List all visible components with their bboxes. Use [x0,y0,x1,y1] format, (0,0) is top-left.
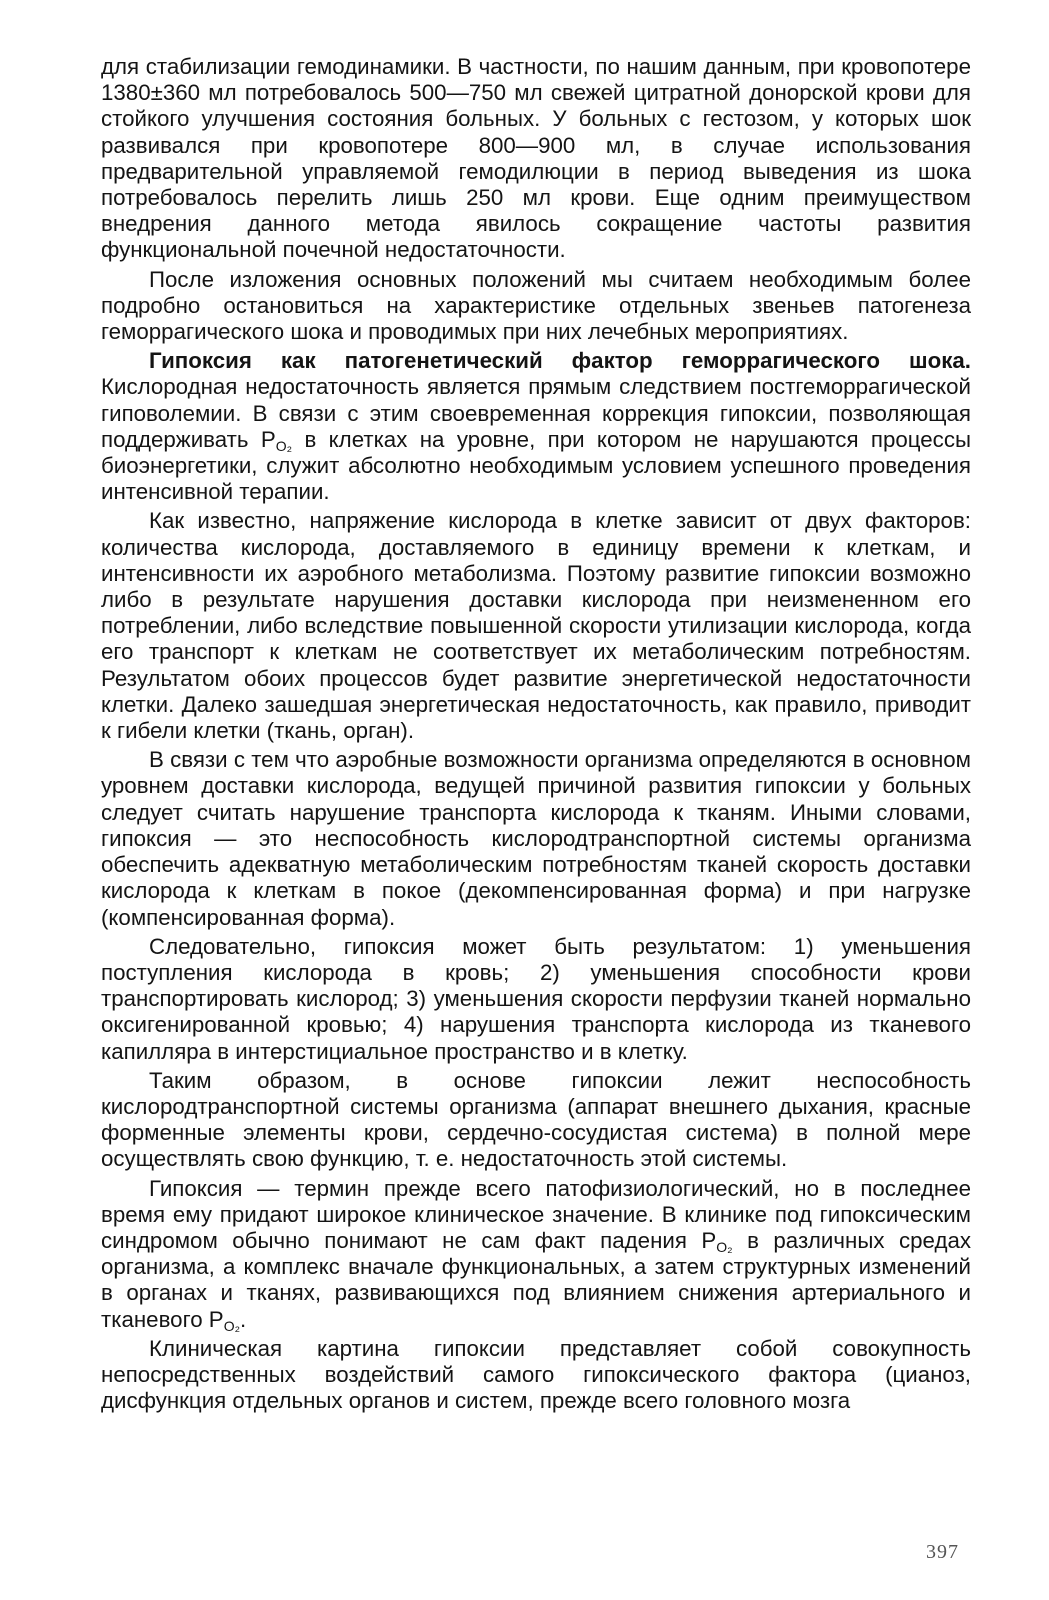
paragraph-hypoxia-summary: Таким образом, в основе гипоксии лежит неспособность кислородтранспортной системы организма (аппарат внешнего дыхания, красные форменные элементы крови, сердечно-сосудистая система) в полной мере осуществлять свою функцию, т. е. недостаточность этой системы. [101,1067,971,1172]
paragraph-hypoxia-term [101,1176,971,1333]
page-number: 397 [926,1541,959,1563]
po2-subscript: O₂ [223,1317,241,1334]
paragraph-continuation: для стабилизации гемодинамики. В частности, по нашим данным, при кровопотере 1380±360 мл потребовалось 500—750 мл свежей цитратной донорской крови для стойкого улучшения состояния больных. У больных с гестозом, у которых шок развивался при кровопотере 800—900 мл, в случае использования предварительной управляемой гемодилюции в период выведения из шока потребовалось перелить лишь 250 мл крови. Еще одним преимуществом внедрения данного метода явилось сокращение частоты развития функциональной почечной недостаточности. [101,54,971,263]
po2-subscript: O₂ [716,1238,733,1255]
paragraph-oxygen-tension: Как известно, напряжение кислорода в клетке зависит от двух факторов: количества кислорода, доставляемого в единицу времени к клеткам, и интенсивности их аэробного метаболизма. Поэтому развитие гипоксии возможно либо в результате нарушения доставки кислорода при неизмененном его потреблении, либо вследствие повышенной скорости утилизации кислорода, когда его транспорт к клеткам не соответствует их метаболическим потребностям. Результатом обоих процессов будет развитие энергетической недостаточности клетки. Далеко зашедшая энергетическая недостаточность, как правило, приводит к гибели клетки (ткань, орган). [101,508,971,744]
paragraph-hypoxia-factor [101,348,971,505]
section-heading-hypoxia: Гипоксия как патогенетический фактор геморрагического шока. [149,348,971,374]
paragraph-term-part-1: Гипоксия — термин прежде всего патофизиологический, но в последнее время ему придают широкое клиническое значение. В клинике под гипоксическим синдромом обычно понимают не сам факт падения P [101,1175,971,1253]
paragraph-pathogenesis-intro: После изложения основных положений мы считаем необходимым более подробно остановиться на характеристике отдельных звеньев патогенеза геморрагического шока и проводимых при них лечебных мероприятиях. [101,266,971,345]
paragraph-hypoxia-text-end: в клетках на уровне, при котором не нарушаются процессы биоэнергетики, служит абсолютно необходимым условием успешного проведения интенсивной терапии. [101,426,972,505]
page-body [101,54,971,1414]
paragraph-aerobic-capacity: В связи с тем что аэробные возможности организма определяются в основном уровнем доставки кислорода, ведущей причиной развития гипоксии у больных следует считать нарушение транспорта кислорода к тканям. Иными словами, гипоксия — это неспособность кислородтранспортной системы организма обеспечить адекватную метаболическим потребностям тканей скорость доставки кислорода к клеткам в покое (декомпенсированная форма) и при нагрузке (компенсированная форма). [101,747,971,930]
paragraph-hypoxia-causes: Следовательно, гипоксия может быть результатом: 1) уменьшения поступления кислорода в кровь; 2) уменьшения способности крови транспортировать кислород; 3) уменьшения скорости перфузии тканей нормально оксигенированной кровью; 4) нарушения транспорта кислорода из тканевого капилляра в интерстициальное пространство и в клетку. [101,933,971,1064]
paragraph-clinical-picture: Клиническая картина гипоксии представляет собой совокупность непосредственных воздействий самого гипоксического фактора (цианоз, дисфункция отдельных органов и систем, прежде всего головного мозга [101,1335,971,1414]
paragraph-term-part-3: . [240,1306,247,1332]
paragraph-term-part-2: в различных средах организма, а комплекс вначале функциональных, а затем структурных изменений в органах и тканях, развивающихся под влиянием снижения артериального и тканевого P [101,1227,971,1332]
po2-subscript: O₂ [275,437,293,454]
paragraph-hypoxia-text-start: Кислородная недостаточность является прямым следствием постгеморрагической гиповолемии. В связи с этим своевременная коррекция гипоксии, позволяющая поддерживать P [101,374,971,452]
